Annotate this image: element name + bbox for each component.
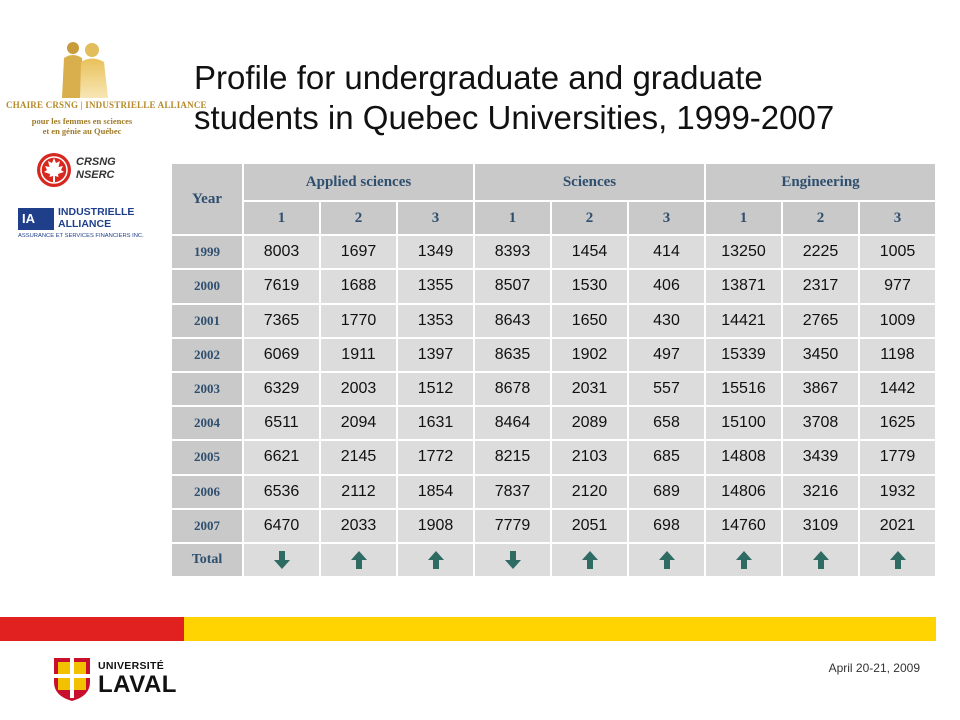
value-cell: 1902 <box>551 338 628 372</box>
cycle-header: 2 <box>551 201 628 235</box>
arrow-up-icon <box>889 550 907 570</box>
arrow-up-icon <box>658 550 676 570</box>
value-cell: 1688 <box>320 269 397 303</box>
title-line1: Profile for undergraduate and graduate <box>194 59 763 96</box>
cycle-header: 1 <box>474 201 551 235</box>
trend-cell <box>243 543 320 577</box>
value-cell: 1005 <box>859 235 936 269</box>
chaire-name: CHAIRE CRSNG | INDUSTRIELLE ALLIANCE <box>6 100 207 110</box>
table-row <box>171 269 936 303</box>
year-cell: 1999 <box>171 235 243 269</box>
value-cell: 15339 <box>705 338 782 372</box>
value-cell: 8678 <box>474 372 551 406</box>
value-cell: 2145 <box>320 440 397 474</box>
value-cell: 3867 <box>782 372 859 406</box>
value-cell: 1779 <box>859 440 936 474</box>
table-row <box>171 372 936 406</box>
table-row <box>171 475 936 509</box>
footer-bar-red <box>0 617 184 641</box>
arrow-up-icon <box>581 550 599 570</box>
laval-line1: UNIVERSITÉ <box>98 660 165 672</box>
chaire-tagline-line1: pour les femmes en sciences <box>31 116 133 126</box>
cycle-header-row <box>171 201 936 235</box>
value-cell: 14760 <box>705 509 782 543</box>
cycle-header: 1 <box>705 201 782 235</box>
value-cell: 1932 <box>859 475 936 509</box>
value-cell: 2094 <box>320 406 397 440</box>
value-cell: 1911 <box>320 338 397 372</box>
value-cell: 2225 <box>782 235 859 269</box>
enrollment-table <box>170 162 937 578</box>
value-cell: 2021 <box>859 509 936 543</box>
maple-leaf-icon <box>36 152 72 188</box>
ia-name-line1: INDUSTRIELLE <box>58 206 135 218</box>
laval-line2: LAVAL <box>98 671 177 698</box>
cycle-header: 3 <box>859 201 936 235</box>
footer-date: April 20-21, 2009 <box>828 661 920 675</box>
arrow-up-icon <box>812 550 830 570</box>
industrielle-alliance-logo <box>18 206 150 244</box>
value-cell: 1631 <box>397 406 474 440</box>
arrow-up-icon <box>350 550 368 570</box>
cycle-header: 3 <box>397 201 474 235</box>
value-cell: 1349 <box>397 235 474 269</box>
trend-cell <box>859 543 936 577</box>
value-cell: 557 <box>628 372 705 406</box>
laval-wordmark <box>98 660 177 698</box>
cycle-header: 2 <box>320 201 397 235</box>
cycle-header: 1 <box>243 201 320 235</box>
value-cell: 6621 <box>243 440 320 474</box>
year-cell: 2007 <box>171 509 243 543</box>
trend-cell <box>705 543 782 577</box>
value-cell: 15100 <box>705 406 782 440</box>
value-cell: 1397 <box>397 338 474 372</box>
value-cell: 3216 <box>782 475 859 509</box>
chaire-tagline-line2: et en génie au Québec <box>42 126 122 136</box>
ia-subtitle: ASSURANCE ET SERVICES FINANCIERS INC. <box>18 233 144 239</box>
value-cell: 1697 <box>320 235 397 269</box>
value-cell: 7365 <box>243 304 320 338</box>
value-cell: 1650 <box>551 304 628 338</box>
trend-cell <box>397 543 474 577</box>
value-cell: 8003 <box>243 235 320 269</box>
value-cell: 2089 <box>551 406 628 440</box>
ia-name <box>58 206 134 230</box>
value-cell: 1198 <box>859 338 936 372</box>
table-row <box>171 235 936 269</box>
value-cell: 6470 <box>243 509 320 543</box>
value-cell: 1530 <box>551 269 628 303</box>
value-cell: 2031 <box>551 372 628 406</box>
year-cell: 2004 <box>171 406 243 440</box>
crsng-wordmark <box>76 156 116 182</box>
value-cell: 698 <box>628 509 705 543</box>
women-silhouettes-icon <box>54 40 114 98</box>
value-cell: 14421 <box>705 304 782 338</box>
value-cell: 2033 <box>320 509 397 543</box>
year-cell: 2002 <box>171 338 243 372</box>
cycle-header: 3 <box>628 201 705 235</box>
year-cell: 2003 <box>171 372 243 406</box>
footer-bar-yellow <box>184 617 936 641</box>
value-cell: 406 <box>628 269 705 303</box>
value-cell: 2103 <box>551 440 628 474</box>
value-cell: 8643 <box>474 304 551 338</box>
arrow-up-icon <box>735 550 753 570</box>
value-cell: 2120 <box>551 475 628 509</box>
value-cell: 658 <box>628 406 705 440</box>
value-cell: 414 <box>628 235 705 269</box>
table-row <box>171 440 936 474</box>
value-cell: 1442 <box>859 372 936 406</box>
cycle-header: 2 <box>782 201 859 235</box>
laval-shield-icon <box>52 656 92 702</box>
value-cell: 497 <box>628 338 705 372</box>
total-label: Total <box>171 543 243 577</box>
trend-cell <box>782 543 859 577</box>
value-cell: 6536 <box>243 475 320 509</box>
value-cell: 977 <box>859 269 936 303</box>
table-row <box>171 304 936 338</box>
page-title <box>194 58 934 138</box>
year-cell: 2006 <box>171 475 243 509</box>
year-cell: 2001 <box>171 304 243 338</box>
value-cell: 8464 <box>474 406 551 440</box>
table-row <box>171 406 936 440</box>
crsng-nserc-logo <box>36 150 136 190</box>
value-cell: 1353 <box>397 304 474 338</box>
value-cell: 7779 <box>474 509 551 543</box>
value-cell: 8635 <box>474 338 551 372</box>
arrow-down-icon <box>504 550 522 570</box>
value-cell: 13250 <box>705 235 782 269</box>
value-cell: 2051 <box>551 509 628 543</box>
ia-mark: IA <box>18 208 54 230</box>
value-cell: 8393 <box>474 235 551 269</box>
value-cell: 1908 <box>397 509 474 543</box>
value-cell: 7619 <box>243 269 320 303</box>
value-cell: 6329 <box>243 372 320 406</box>
chaire-tagline <box>6 116 158 136</box>
group-header-row <box>171 163 936 201</box>
group-header-applied-sciences: Applied sciences <box>243 163 474 201</box>
value-cell: 15516 <box>705 372 782 406</box>
table-row <box>171 509 936 543</box>
year-column-header: Year <box>171 163 243 235</box>
year-cell: 2005 <box>171 440 243 474</box>
value-cell: 8215 <box>474 440 551 474</box>
total-row <box>171 543 936 577</box>
value-cell: 2317 <box>782 269 859 303</box>
trend-cell <box>474 543 551 577</box>
arrow-up-icon <box>427 550 445 570</box>
year-cell: 2000 <box>171 269 243 303</box>
value-cell: 1770 <box>320 304 397 338</box>
value-cell: 1625 <box>859 406 936 440</box>
value-cell: 8507 <box>474 269 551 303</box>
chaire-logo <box>6 40 207 140</box>
value-cell: 3708 <box>782 406 859 440</box>
value-cell: 1512 <box>397 372 474 406</box>
value-cell: 2765 <box>782 304 859 338</box>
value-cell: 1772 <box>397 440 474 474</box>
table-row <box>171 338 936 372</box>
value-cell: 6511 <box>243 406 320 440</box>
arrow-down-icon <box>273 550 291 570</box>
value-cell: 13871 <box>705 269 782 303</box>
ia-name-line2: ALLIANCE <box>58 218 112 230</box>
value-cell: 1454 <box>551 235 628 269</box>
trend-cell <box>628 543 705 577</box>
value-cell: 14808 <box>705 440 782 474</box>
value-cell: 685 <box>628 440 705 474</box>
value-cell: 689 <box>628 475 705 509</box>
value-cell: 1854 <box>397 475 474 509</box>
value-cell: 1355 <box>397 269 474 303</box>
nserc-label: NSERC <box>76 169 115 181</box>
trend-cell <box>551 543 628 577</box>
universite-laval-logo <box>52 656 177 702</box>
value-cell: 3439 <box>782 440 859 474</box>
value-cell: 7837 <box>474 475 551 509</box>
value-cell: 2003 <box>320 372 397 406</box>
value-cell: 3450 <box>782 338 859 372</box>
value-cell: 6069 <box>243 338 320 372</box>
value-cell: 430 <box>628 304 705 338</box>
crsng-label: CRSNG <box>76 156 116 168</box>
value-cell: 2112 <box>320 475 397 509</box>
value-cell: 1009 <box>859 304 936 338</box>
group-header-sciences: Sciences <box>474 163 705 201</box>
value-cell: 14806 <box>705 475 782 509</box>
group-header-engineering: Engineering <box>705 163 936 201</box>
title-line2: students in Quebec Universities, 1999-2007 <box>194 99 835 136</box>
value-cell: 3109 <box>782 509 859 543</box>
trend-cell <box>320 543 397 577</box>
